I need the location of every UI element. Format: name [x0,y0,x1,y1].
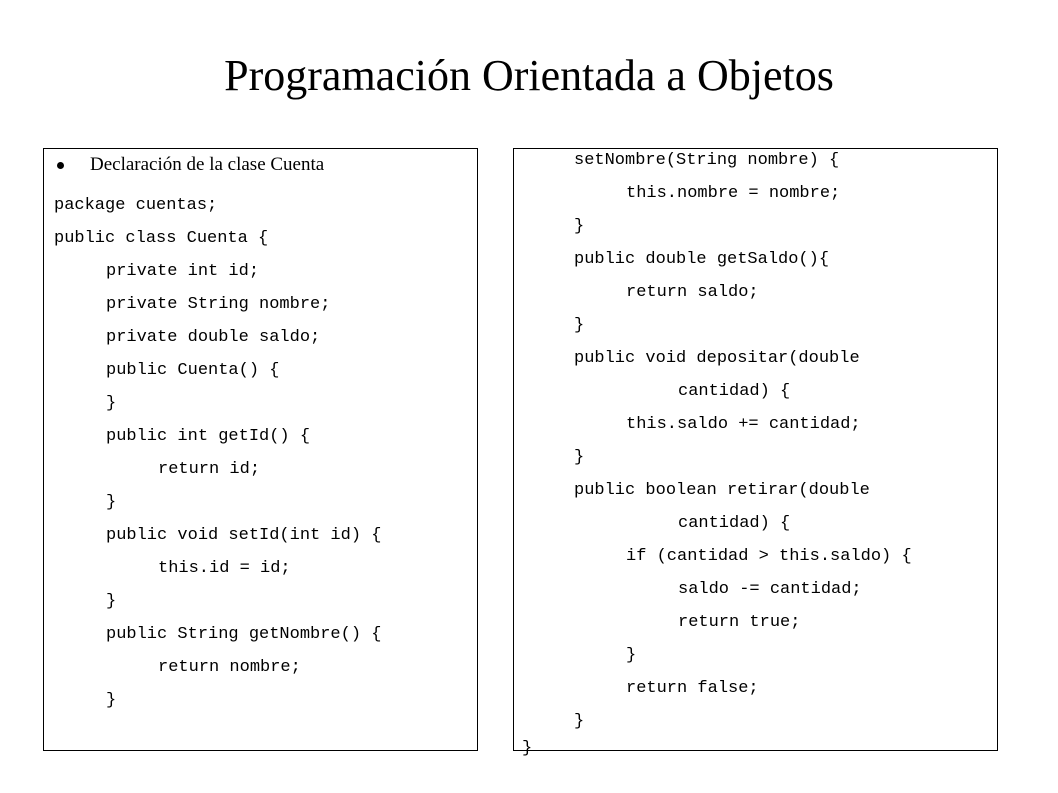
code-line: } [626,646,637,665]
code-line: cantidad) { [678,514,791,533]
code-line: return true; [678,613,801,632]
code-line: } [106,592,117,611]
code-block-right [514,149,912,758]
code-line: } [574,316,585,335]
code-line: } [106,493,117,512]
code-panel-left [43,148,478,751]
code-line: this.id = id; [158,559,291,578]
code-line: } [574,217,585,236]
code-line: return nombre; [158,658,301,677]
code-line: public Cuenta() { [106,361,280,380]
code-line: return false; [626,679,759,698]
code-line: if (cantidad > this.saldo) { [626,547,912,566]
code-line: public void setId(int id) { [106,526,382,545]
code-line: public String getNombre() { [106,625,382,644]
bullet-text: Declaración de la clase Cuenta [90,154,325,175]
code-line: this.saldo += cantidad; [626,415,861,434]
code-line: } [574,448,585,467]
code-line: return saldo; [626,283,759,302]
code-line: private String nombre; [106,295,331,314]
code-line: return id; [158,460,261,479]
code-line: } [574,712,585,731]
code-line: setNombre(String nombre) { [574,151,840,170]
code-line: package cuentas; [54,196,218,215]
code-line: } [106,394,117,413]
code-line: public void depositar(double [574,349,860,368]
code-line: public double getSaldo(){ [574,250,830,269]
code-line: } [106,691,117,710]
slide-title: Programación Orientada a Objetos [224,51,834,100]
code-line: saldo -= cantidad; [678,580,862,599]
code-panel-right [513,148,998,758]
code-line: public boolean retirar(double [574,481,870,500]
code-line: private int id; [106,262,260,281]
code-line: public class Cuenta { [54,229,269,248]
code-line: private double saldo; [106,328,321,347]
code-line: cantidad) { [678,382,791,401]
code-line: public int getId() { [106,427,311,446]
code-line: this.nombre = nombre; [626,184,841,203]
code-line: } [522,739,533,758]
